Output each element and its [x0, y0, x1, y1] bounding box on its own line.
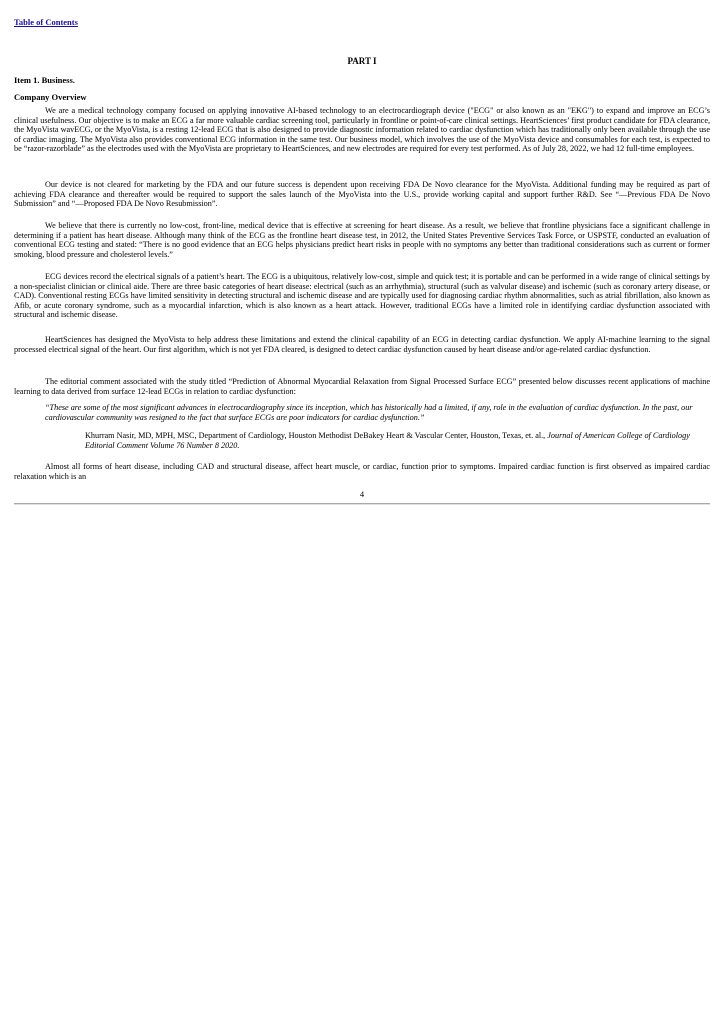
page-number: 4 [359, 489, 365, 499]
page-divider [14, 503, 710, 505]
paragraph-myovista-design: HeartSciences has designed the MyoVista to help address these limitations and extend the clinical capability of an ECG in detecting cardiac dysfunction. We apply AI-machine learning to the signal processed electrical signal of the heart. Our first algorithm, which is not yet FDA cleared, is designed to detect cardiac dysfunction caused by heart disease and/or age-related cardiac dysfunction. [14, 335, 710, 354]
paragraph-ecg-devices: ECG devices record the electrical signals of a patient’s heart. The ECG is a ubiquitous, relatively low-cost, simple and quick test; it is portable and can be performed in a wide range of clinical settings by a non-specialist clinician or clinical aide. There are three basic categories of heart disease: electrical (such as an arrhythmia), structural (such as valvular disease) and ischemic (such as coronary artery disease, or CAD). Conventional resting ECGs have limited sensitivity in detecting structural and ischemic disease and are typically used for diagnosing cardiac rhythm abnormalities, such as atrial fibrillation, also known as Afib, or acute coronary syndrome, such as a myocardial infarction, which is also known as a heart attack. However, traditional ECGs have a limited role in identifying cardiac dysfunction associated with structural and ischemic disease. [14, 272, 710, 320]
paragraph-heart-disease: Almost all forms of heart disease, including CAD and structural disease, affect heart muscle, or cardiac, function prior to symptoms. Impaired cardiac function is first observed as impaired cardiac relaxation which is an [14, 462, 710, 481]
quote-attribution [85, 431, 710, 450]
part-title: PART I [347, 56, 377, 66]
paragraph-editorial-intro: The editorial comment associated with the study titled “Prediction of Abnormal Myocardial Relaxation from Signal Processed Surface ECG” presented below discusses recent applications of machine learning to data derived from surface 12-lead ECGs in relation to cardiac dysfunction: [14, 377, 710, 396]
attribution-author: Khurram Nasir, MD, MPH, MSC, Department of Cardiology, Houston Methodist DeBakey Heart & Vascular Center, Houston, Texas, et. al., [85, 431, 546, 440]
item-heading: Item 1. Business. [14, 75, 75, 85]
section-heading: Company Overview [14, 92, 87, 102]
table-of-contents-link[interactable]: Table of Contents [14, 17, 78, 27]
paragraph-fda-clearance: Our device is not cleared for marketing by the FDA and our future success is dependent upon receiving FDA De Novo clearance for the MyoVista. Additional funding may be required as part of achieving FDA clearance and thereafter would be required to support the sales launch of the MyoVista into the U.S., provide working capital and support further R&D. See “—Previous FDA De Novo Submission” and “—Proposed FDA De Novo Resubmission”. [14, 180, 710, 209]
editorial-quote: “These are some of the most significant advances in electrocardiography since its inception, which has historically had a limited, if any, role in the evaluation of cardiac dysfunction. In the past, our cardiovascular community was resigned to the fact that surface ECGs are poor indicators for cardiac dysfunction.” [45, 403, 693, 422]
paragraph-company-overview: We are a medical technology company focused on applying innovative AI-based technology to an electrocardiograph device ("ECG" or also known as an "EKG") to expand and improve an ECG’s clinical usefulness. Our objective is to make an ECG a far more valuable cardiac screening tool, particularly in frontline or point-of-care clinical settings. HeartSciences’ first product candidate for FDA clearance, the MyoVista wavECG, or the MyoVista, is a resting 12-lead ECG that is also designed to provide diagnostic information related to cardiac dysfunction which has traditionally only been available through the use of cardiac imaging. The MyoVista also provides conventional ECG information in the same test. Our business model, which involves the use of the MyoVista device and consumables for each test, is expected to be “razor-razorblade” as the electrodes used with the MyoVista are proprietary to HeartSciences, and new electrodes are required for every test performed. As of July 28, 2022, we had 12 full-time employees. [14, 106, 710, 154]
paragraph-screening-challenge: We believe that there is currently no low-cost, front-line, medical device that is effective at screening for heart disease. As a result, we believe that frontline physicians face a significant challenge in determining if a patient has heart disease. Although many think of the ECG as the frontline heart disease test, in 2012, the United States Preventive Services Task Force, or USPSTF, conducted an evaluation of conventional ECG testing and stated: “There is no good evidence that an ECG helps physicians predict heart risks in people with no symptoms any better than traditional considerations such as current or former smoking, blood pressure and cholesterol levels.” [14, 221, 710, 259]
attribution-journal: Journal of American College of Cardiology Editorial Comment Volume 76 Number 8 2020. [85, 431, 690, 450]
